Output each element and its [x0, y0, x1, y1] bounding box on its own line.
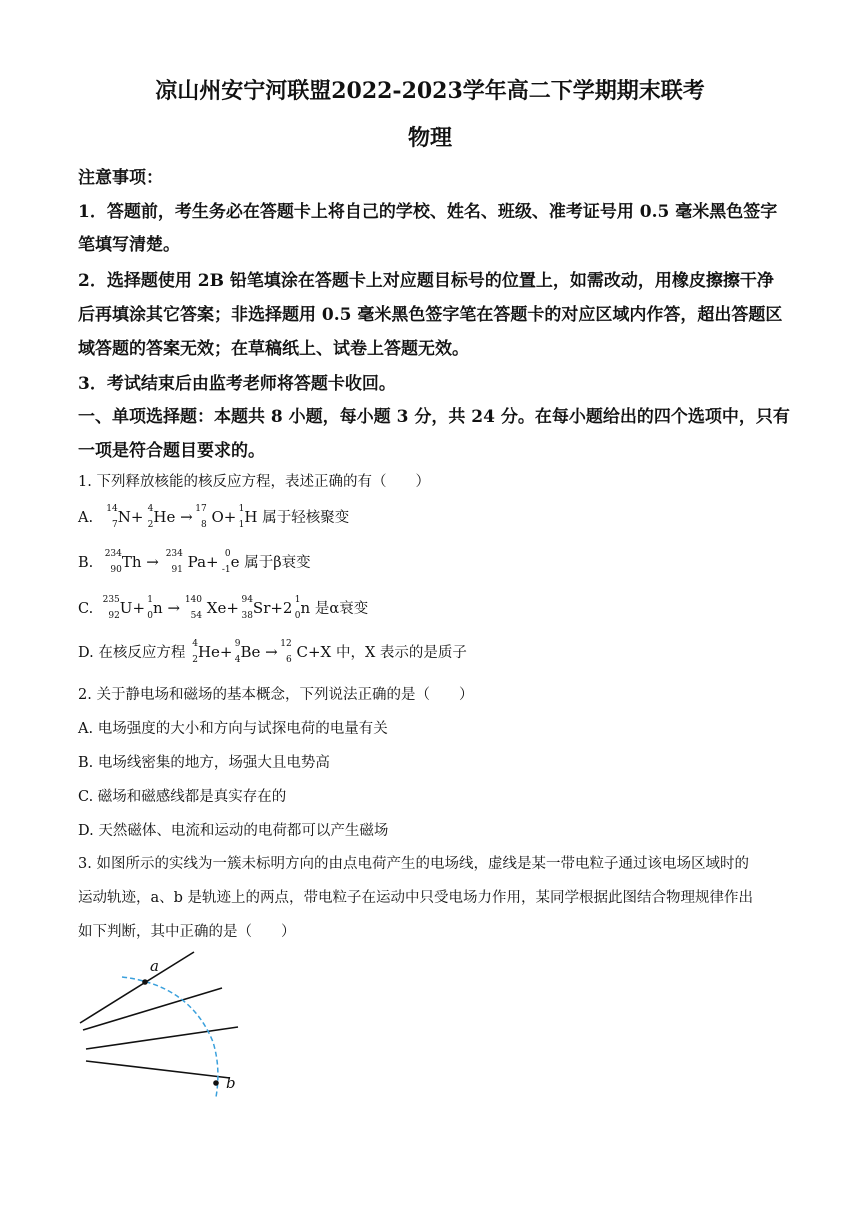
- field-line-3: [86, 1027, 238, 1049]
- field-line-4: [86, 1061, 230, 1078]
- notice-item-2-line-3: 域答题的答案无效；在草稿纸上、试卷上答题无效。: [78, 339, 469, 359]
- section-heading-line-2: 一项是符合题目要求的。: [78, 441, 265, 461]
- notice-item-3: 3．考试结束后由监考老师将答题卡收回。: [78, 374, 396, 394]
- q1-option-d: [78, 639, 467, 665]
- q1-option-d-equation: 4 2 He+ 9 4 Be → 12 6 C+X: [192, 639, 336, 665]
- q1-option-c-label: C.: [78, 601, 94, 617]
- point-a: [142, 979, 148, 985]
- point-b: [213, 1080, 219, 1086]
- label-a: a: [150, 957, 159, 975]
- q1-option-d-label: D.: [78, 645, 94, 661]
- q2-option-d: D. 天然磁体、电流和运动的电荷都可以产生磁场: [78, 823, 389, 839]
- notice-item-2-line-1: 2．选择题使用 2B 铅笔填涂在答题卡上对应题目标号的位置上，如需改动，用橡皮擦擦干净: [78, 271, 774, 291]
- q1-option-d-suffix: 中，X 表示的是质子: [335, 645, 467, 661]
- q3-stem-line-3: 如下判断，其中正确的是（ ）: [78, 924, 296, 940]
- q2-option-a: A. 电场强度的大小和方向与试探电荷的电量有关: [78, 721, 388, 737]
- q1-option-d-prefix: 在核反应方程: [98, 645, 186, 661]
- q3-stem-line-1: 3. 如图所示的实线为一簇未标明方向的由点电荷产生的电场线，虚线是某一带电粒子通过该电场区域时的: [78, 856, 749, 872]
- page-title: 凉山州安宁河联盟2022-2023学年高二下学期期末联考: [155, 78, 705, 104]
- q1-option-c-equation: 235 92 U+ 1 0 n → 140 54 Xe+ 94 38 Sr+2 1 0 n: [102, 595, 315, 621]
- q1-stem: 1. 下列释放核能的核反应方程，表述正确的有（ ）: [78, 474, 430, 490]
- q1-option-b: [78, 549, 311, 575]
- q3-stem-line-2: 运动轨迹，a、b 是轨迹上的两点，带电粒子在运动中只受电场力作用，某同学根据此图结合物理规律作出: [78, 890, 754, 906]
- label-b: b: [226, 1074, 236, 1092]
- q1-option-a: [78, 504, 350, 530]
- notice-item-2-line-2: 后再填涂其它答案；非选择题用 0.5 毫米黑色签字笔在答题卡的对应区域内作答，超出答题区: [78, 305, 783, 325]
- q3-field-figure: [70, 950, 260, 1100]
- q2-option-b: B. 电场线密集的地方，场强大且电势高: [78, 755, 330, 771]
- q1-option-a-desc: 属于轻核聚变: [262, 510, 350, 526]
- q1-option-b-desc: 属于β衰变: [244, 555, 311, 571]
- section-heading-line-1: 一、单项选择题：本题共 8 小题，每小题 3 分，共 24 分。在每小题给出的四个选项中，只有: [78, 407, 790, 427]
- q1-option-c: [78, 595, 369, 621]
- q1-option-a-equation: 14 7 N+ 4 2 He → 17 8 O+ 1 1 H: [106, 504, 263, 530]
- field-line-1: [80, 952, 194, 1023]
- q1-option-a-label: A.: [78, 510, 94, 526]
- notice-heading: 注意事项：: [78, 168, 163, 188]
- subject-title: 物理: [407, 125, 452, 151]
- q2-option-c: C. 磁场和磁感线都是真实存在的: [78, 789, 287, 805]
- q1-option-c-desc: 是α衰变: [314, 601, 369, 617]
- q2-stem: 2. 关于静电场和磁场的基本概念，下列说法正确的是（ ）: [78, 687, 474, 703]
- q1-option-b-equation: 234 90 Th → 234 91 Pa+ 0 -1 e: [104, 549, 245, 575]
- notice-item-1-line-1: 1．答题前，考生务必在答题卡上将自己的学校、姓名、班级、准考证号用 0.5 毫米黑色签字: [78, 202, 778, 222]
- notice-item-1-line-2: 笔填写清楚。: [78, 235, 180, 255]
- q1-option-b-label: B.: [78, 555, 94, 571]
